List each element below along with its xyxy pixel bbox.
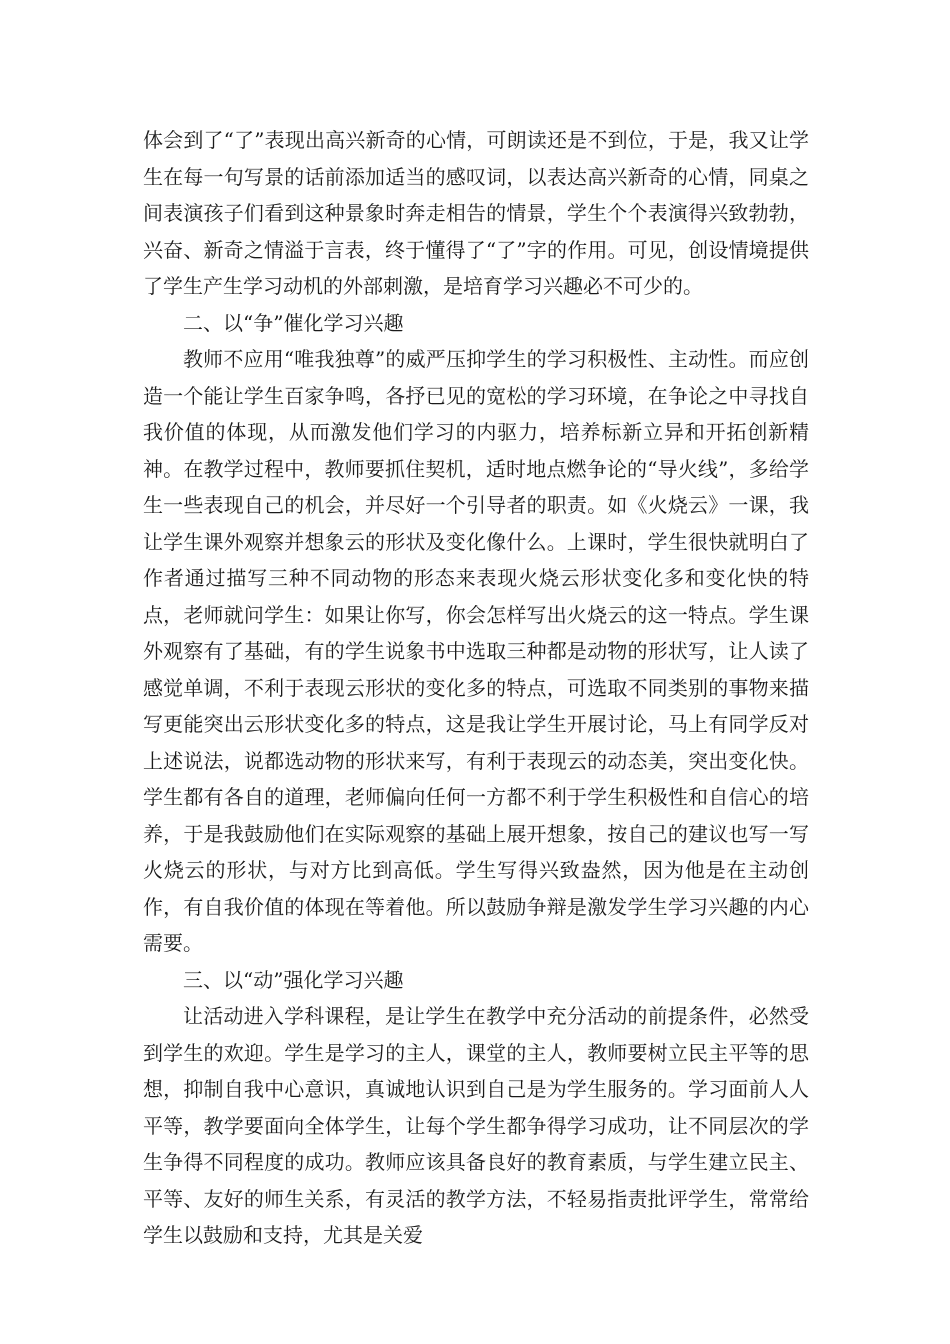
document-page: [143, 122, 809, 1254]
section-heading-2: 二、以“争”催化学习兴趣: [183, 310, 404, 335]
paragraph-section-3: 让活动进入学科课程，是让学生在教学中充分活动的前提条件，必然受到学生的欢迎。学生是学习的主人，课堂的主人，教师要树立民主平等的思想，抑制自我中心意识，真诚地认识到自己是为学生服务的。学习面前人人平等，教学要面向全体学生，让每个学生都争得学习成功，让不同层次的学生争得不同程度的成功。教师应该具备良好的教育素质，与学生建立民主、平等、友好的师生关系，有灵活的教学方法，不轻易指责批评学生，常常给学生以鼓励和支持，尤其是关爱: [143, 1004, 809, 1247]
paragraph-section-2: 教师不应用“唯我独尊”的威严压抑学生的学习积极性、主动性。而应创造一个能让学生百家争鸣，各抒已见的宽松的学习环境，在争论之中寻找自我价值的体现，从而激发他们学习的内驱力，培养标新立异和开拓创新精神。在教学过程中，教师要抓住契机，适时地点燃争论的“导火线”，多给学生一些表现自己的机会，并尽好一个引导者的职责。如《火烧云》一课，我让学生课外观察并想象云的形状及变化像什么。上课时，学生很快就明白了作者通过描写三种不同动物的形态来表现火烧云形状变化多和变化快的特点，老师就问学生：如果让你写，你会怎样写出火烧云的这一特点。学生课外观察有了基础，有的学生说象书中选取三种都是动物的形状写，让人读了感觉单调，不利于表现云形状的变化多的特点，可选取不同类别的事物来描写更能突出云形状变化多的特点，这是我让学生开展讨论，马上有同学反对上述说法，说都选动物的形状来写，有利于表现云的动态美，突出变化快。学生都有各自的道理，老师偏向任何一方都不利于学生积极性和自信心的培养，于是我鼓励他们在实际观察的基础上展开想象，按自己的建议也写一写火烧云的形状，与对方比到高低。学生写得兴致盎然，因为他是在主动创作，有自我价值的体现在等着他。所以鼓励争辩是激发学生学习兴趣的内心需要。: [143, 347, 809, 955]
paragraph-continued: 体会到了“了”表现出高兴新奇的心情，可朗读还是不到位，于是，我又让学生在每一句写景的话前添加适当的感叹词，以表达高兴新奇的心情，同桌之间表演孩子们看到这种景象时奔走相告的情景，学生个个表演得兴致勃勃，兴奋、新奇之情溢于言表，终于懂得了“了”字的作用。可见，创设情境提供了学生产生学习动机的外部刺激，是培育学习兴趣必不可少的。: [143, 128, 809, 298]
section-heading-3: 三、以“动”强化学习兴趣: [183, 967, 404, 992]
